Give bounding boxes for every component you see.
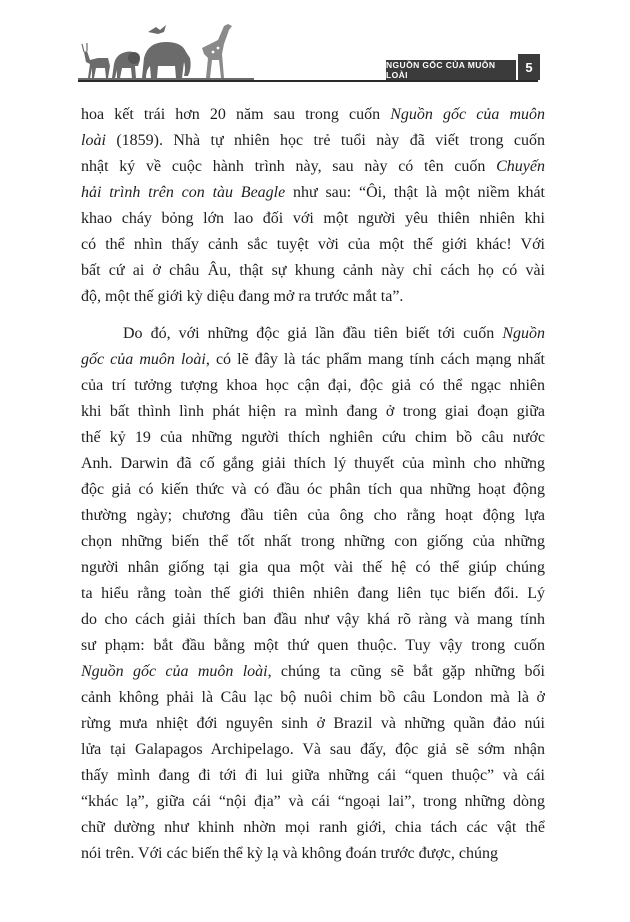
text-line — [81, 789, 545, 815]
text-run: độc giả có kiến thức và có đầu óc phân tích qua những hoạt động — [81, 481, 545, 498]
text-line — [81, 659, 545, 685]
italic-title: Chuyến — [496, 158, 545, 175]
text-run: rừng mưa nhiệt đới nguyên sinh ở Brazil và những quần đảo núi — [81, 715, 545, 732]
header-rule — [78, 80, 538, 82]
text-line — [81, 284, 545, 310]
italic-title: Nguồn gốc của muôn loài — [81, 663, 268, 680]
text-run: thế kỷ 19 của những người thích nghiên cứu chim bồ câu nước — [81, 429, 545, 446]
text-line — [81, 503, 545, 529]
text-line — [81, 180, 545, 206]
text-run: ta hiểu rằng toàn thế giới thiên nhiên đang liên tục biến đổi. Lý — [81, 585, 545, 602]
text-run: do cho cách giải thích ban đầu như vậy khá rõ ràng và mang tính — [81, 611, 545, 628]
italic-title: gốc của muôn loài — [81, 351, 206, 368]
text-line — [81, 685, 545, 711]
text-line — [81, 128, 545, 154]
text-line — [81, 477, 545, 503]
text-run: khi bất thình lình phát hiện ra mình đang ở trong giai đoạn giữa — [81, 403, 545, 420]
text-line — [81, 633, 545, 659]
text-run: lửa tại Galapagos Archipelago. Và sau đấy, độc giả sẽ sớm nhận — [81, 741, 545, 758]
text-run: nói trên. Với các biến thể kỳ lạ và không đoán trước được, chúng — [81, 845, 498, 862]
text-run: “khác lạ”, giữa cái “nội địa” và cái “ngoại lai”, trong những dòng — [81, 793, 545, 810]
text-line — [81, 347, 545, 373]
page-number: 5 — [518, 54, 540, 80]
paragraph-gap — [81, 310, 545, 321]
italic-title: Nguồn gốc của muôn — [390, 106, 545, 123]
text-line — [81, 232, 545, 258]
text-run: độ, một thế giới kỳ diệu đang mở ra trước mắt ta”. — [81, 288, 404, 305]
text-run: bất cứ ai ở châu Âu, thật sự khung cảnh này chỉ cách họ có vài — [81, 262, 545, 279]
text-run: cảnh không phải là Câu lạc bộ nuôi chim bồ câu London mà là ở — [81, 689, 545, 706]
text-line — [81, 763, 545, 789]
text-line — [81, 841, 545, 867]
text-line — [81, 555, 545, 581]
text-line — [81, 815, 545, 841]
text-run: khao cháy bỏng lớn lao đối với một người yêu thiên nhiên khi — [81, 210, 545, 227]
text-line — [81, 258, 545, 284]
text-line — [81, 425, 545, 451]
text-run: thường ngày; chương đầu tiên của ông cho rằng hoạt động lựa — [81, 507, 545, 524]
text-line — [81, 451, 545, 477]
text-line — [81, 154, 545, 180]
text-line — [81, 102, 545, 128]
text-run: Do đó, với những độc giả lần đầu tiên biết tới cuốn — [123, 325, 503, 342]
text-run: của trí tưởng tượng khoa học cận đại, độc giả có thể ngạc nhiên — [81, 377, 545, 394]
body-text — [81, 102, 545, 867]
text-line — [81, 321, 545, 347]
page-header — [0, 0, 630, 90]
text-run: nhật ký về cuộc hành trình này, sau này có tên cuốn — [81, 158, 497, 175]
text-run: , có lẽ đây là tác phẩm mang tính cách mạng nhất — [205, 351, 545, 368]
text-line — [81, 206, 545, 232]
text-run: chữ dường như khinh nhờn mọi ranh giới, chia tách các vật thể — [81, 819, 545, 836]
text-line — [81, 399, 545, 425]
text-run: có thể nhìn thấy cảnh sắc tuyệt vời của một thế giới khác! Với — [81, 236, 545, 253]
text-run: như sau: “Ôi, thật là một niềm khát — [285, 184, 545, 201]
text-run: Anh. Darwin đã cố gắng giải thích lý thuyết của mình cho những — [81, 455, 545, 472]
text-line — [81, 607, 545, 633]
italic-title: loài — [81, 132, 106, 149]
text-run: (1859). Nhà tự nhiên học trẻ tuổi này đã viết trong cuốn — [105, 132, 545, 149]
text-line — [81, 711, 545, 737]
text-line — [81, 529, 545, 555]
text-run: chọn những biến thể tốt nhất trong những con giống của những — [81, 533, 545, 550]
animals-illustration — [78, 18, 254, 82]
text-run: người nhân giống tại gia qua một vài thế hệ có thể giúp chúng — [81, 559, 545, 576]
text-run: , chúng ta cũng sẽ bắt gặp những bối — [267, 663, 545, 680]
text-line — [81, 581, 545, 607]
running-title: NGUỒN GỐC CỦA MUÔN LOÀI — [386, 60, 516, 80]
paragraph — [81, 321, 545, 867]
paragraph — [81, 102, 545, 310]
italic-title: hải trình trên con tàu Beagle — [81, 184, 286, 201]
text-line — [81, 373, 545, 399]
text-run: thấy mình đang đi tới đi lui giữa những cái “quen thuộc” và cái — [81, 767, 545, 784]
text-run: sư phạm: bắt đầu bằng một thứ quen thuộc. Tuy vậy trong cuốn — [81, 637, 545, 654]
text-line — [81, 737, 545, 763]
italic-title: Nguồn — [502, 325, 545, 342]
text-run: hoa kết trái hơn 20 năm sau trong cuốn — [81, 106, 391, 123]
